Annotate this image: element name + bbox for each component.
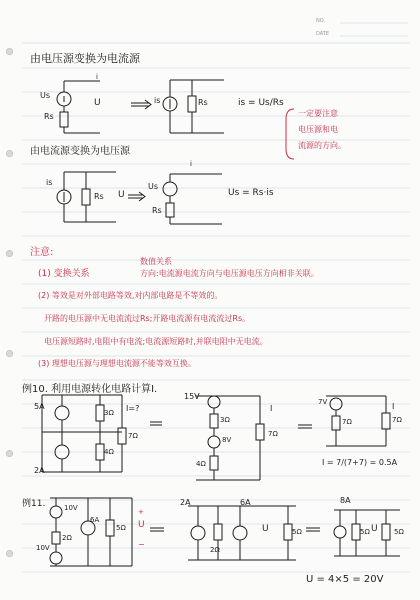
ex11-u2: U [262, 524, 269, 534]
formula-is: is = Us/Rs [238, 98, 284, 108]
ex11-r5b: 5Ω [292, 528, 302, 536]
ex10-5a: 5A [34, 402, 45, 411]
ex10-i1: I [270, 404, 273, 413]
ex10-i-question: I=? [126, 404, 140, 413]
label-is-2: is [46, 178, 53, 187]
note-item-1b: 方向:电流源电流方向与电压源电压方向相非关联。 [140, 269, 319, 278]
label-rs-2: Rs [94, 192, 104, 201]
ex10-r4b: 4Ω [196, 460, 206, 468]
date-label: DATE [316, 31, 330, 37]
current-source-circuit-1 [163, 80, 224, 133]
ex11-plus-1: + [138, 508, 144, 516]
section2-title: 由电流源变换为电压源 [30, 146, 130, 157]
note-item-3: (3) 理想电压源与理想电流源不能等效互换。 [38, 359, 196, 368]
label-u-2: U [118, 190, 125, 200]
example10-circuit-3 [326, 396, 390, 446]
note-item-2b: 电压源短路时,电阻中有电流;电流源短路时,并联电阻中无电流。 [44, 337, 268, 346]
ex11-u3: U [371, 524, 378, 534]
example11-title: 例11. [22, 499, 46, 509]
ex10-r3b: 3Ω [220, 416, 230, 424]
example10-title: 例10. 利用电源转化电路计算I. [22, 384, 158, 395]
ex11-r5c: 5Ω [360, 528, 370, 536]
ex11-8a: 8A [340, 496, 351, 505]
label-us-2: Us [148, 182, 159, 191]
ex11-r2b: 2Ω [210, 546, 220, 554]
label-is-1: is [154, 96, 161, 105]
ex10-i2: I [392, 402, 395, 411]
ex11-10v-a: 10V [64, 504, 78, 512]
label-rs-2b: Rs [152, 206, 162, 215]
ex11-6a: 6A [90, 516, 100, 524]
ex11-2a: 2A [180, 498, 191, 507]
label-rs-1b: Rs [198, 98, 208, 107]
note-line-3: 流源的方向。 [298, 141, 346, 150]
ex11-u1: U [138, 520, 145, 530]
voltage-source-circuit-2 [163, 174, 222, 224]
no-label: NO. [316, 18, 326, 24]
ex11-r5d: 5Ω [394, 528, 404, 536]
ex11-r2a: 2Ω [62, 534, 72, 542]
ex10-r7c: 7Ω [342, 418, 352, 426]
label-us-1: Us [40, 91, 51, 100]
note-line-1: 一定要注意 [298, 109, 338, 118]
ex10-r4: 4Ω [104, 448, 114, 456]
ex10-r3: 3Ω [104, 409, 114, 417]
ex11-6a-b: 6A [240, 498, 251, 507]
ex11-answer: U = 4×5 = 20V [306, 574, 384, 585]
notes-heading: 注意: [30, 247, 54, 258]
ex10-r7d: 7Ω [392, 416, 402, 424]
ex11-minus-1: − [138, 540, 145, 549]
ex10-15v: 15V [184, 392, 200, 401]
note-item-1a: 数值关系 [140, 257, 172, 266]
ex11-r5a: 5Ω [116, 524, 126, 532]
note-item-2a: 开路的电压源中无电流流过Rs;开路电流源有电流流过Rs。 [44, 314, 251, 323]
current-source-circuit-2 [57, 172, 116, 222]
note-line-2: 电压源和电 [298, 125, 338, 134]
ex10-8v: 8V [222, 436, 232, 444]
formula-us: Us = Rs·is [228, 188, 274, 198]
ex10-r7b: 7Ω [268, 430, 278, 438]
ex10-r7: 7Ω [128, 432, 138, 440]
ex10-7v: 7V [318, 398, 328, 406]
ex11-10v-b: 10V [36, 544, 50, 552]
example10-circuit-1 [42, 395, 126, 472]
ex10-answer: I = 7/(7+7) = 0.5A [322, 458, 398, 467]
label-i-1: i [96, 73, 98, 81]
ex10-2a: 2A [34, 466, 45, 475]
label-i-2: i [190, 160, 192, 168]
note-item-2: (2) 等效是对外部电路等效,对内部电路是不等效的。 [38, 291, 223, 300]
section1-title: 由电压源变换为电流源 [30, 52, 140, 65]
label-u-1: U [94, 98, 101, 108]
example11-circuit-2 [188, 506, 296, 560]
label-rs-1: Rs [44, 112, 54, 121]
note-item-1: (1) 变换关系 [38, 269, 90, 279]
example11-circuit-1 [50, 498, 132, 566]
